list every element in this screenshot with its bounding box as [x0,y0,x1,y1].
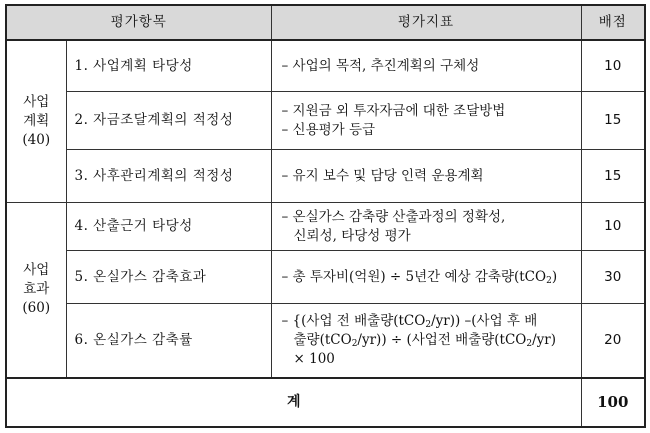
score-value: 15 [581,92,645,149]
table-row [6,149,645,202]
score-value: 10 [581,203,645,251]
total-row [6,378,645,427]
header-row [6,5,645,40]
item-label: 4. 산출근거 타당성 [66,203,271,251]
category-business-effect: 사업 효과 (60) [6,203,66,378]
indicator-text: – 유지 보수 및 담당 인력 운용계획 [271,149,581,202]
item-label: 6. 온실가스 감축률 [66,303,271,377]
indicator-text: – 온실가스 감축량 산출과정의 정확성, 신뢰성, 타당성 평가 [271,203,581,251]
evaluation-table [5,4,646,428]
score-value: 10 [581,40,645,92]
score-value: 15 [581,149,645,202]
score-value: 30 [581,251,645,303]
item-label: 1. 사업계획 타당성 [66,40,271,92]
category-business-plan: 사업 계획 (40) [6,40,66,203]
table-row [6,303,645,377]
table-row [6,40,645,92]
header-item: 평가항목 [6,5,271,40]
total-label: 계 [6,378,581,427]
item-label: 3. 사후관리계획의 적정성 [66,149,271,202]
header-indicator: 평가지표 [271,5,581,40]
item-label: 2. 자금조달계획의 적정성 [66,92,271,149]
indicator-text: – 총 투자비(억원) ÷ 5년간 예상 감축량(tCO$_2$) [271,251,581,303]
header-score: 배점 [581,5,645,40]
score-value: 20 [581,303,645,377]
indicator-text: – {(사업 전 배출량(tCO$_2$/yr)) –(사업 후 배 출량(tCO$_2$/yr)) ÷ (사업전 배출량(tCO$_2$/yr) × 100 [271,303,581,377]
table-row [6,203,645,251]
table-row [6,92,645,149]
indicator-text: – 사업의 목적, 추진계획의 구체성 [271,40,581,92]
table-row [6,251,645,303]
indicator-text: – 지원금 외 투자자금에 대한 조달방법 – 신용평가 등급 [271,92,581,149]
total-score: 100 [581,378,645,427]
item-label: 5. 온실가스 감축효과 [66,251,271,303]
